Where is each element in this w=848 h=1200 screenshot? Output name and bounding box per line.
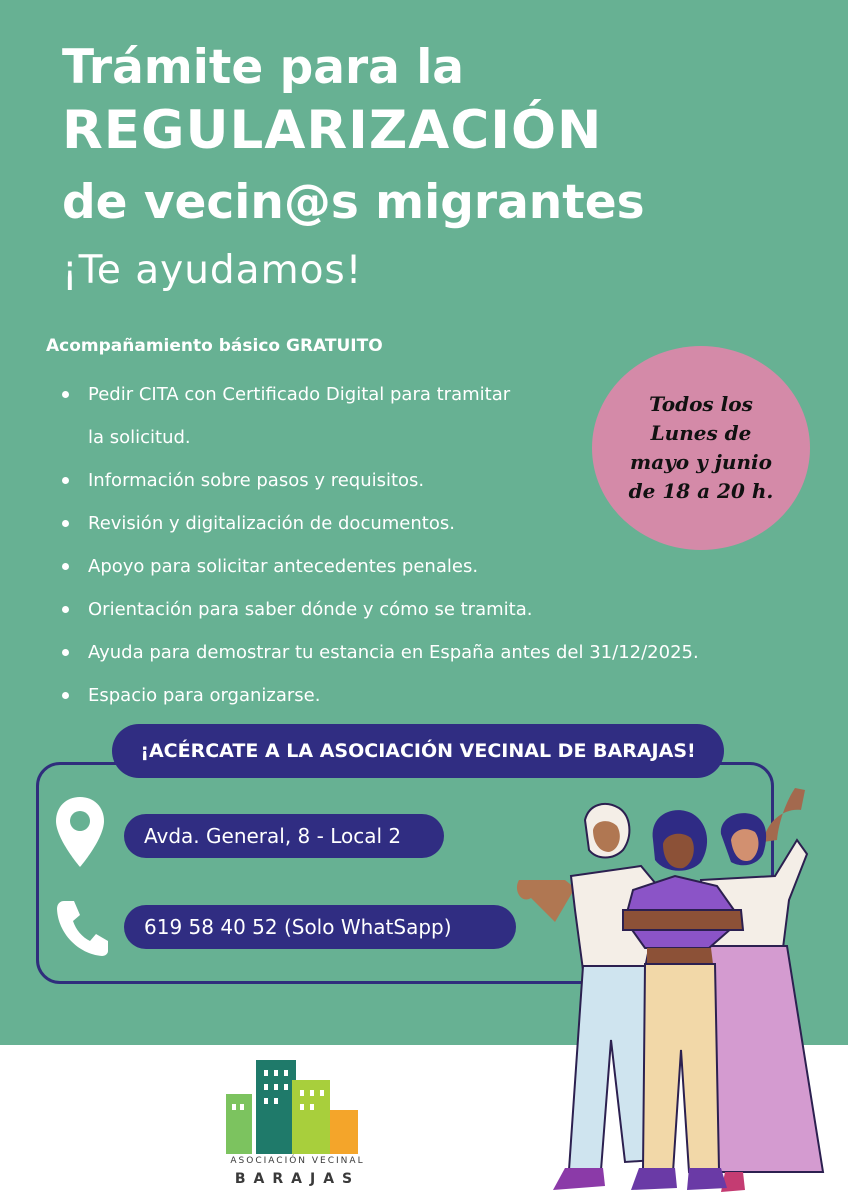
cta-banner: ¡ACÉRCATE A LA ASOCIACIÓN VECINAL DE BARAJAS! bbox=[112, 724, 724, 778]
logo-caption-bottom: BARAJAS bbox=[234, 1171, 361, 1187]
tagline: ¡Te ayudamos! bbox=[62, 248, 363, 293]
phone-icon bbox=[54, 897, 110, 957]
title-line-3: de vecin@s migrantes bbox=[62, 175, 645, 230]
women-group-illustration bbox=[505, 780, 825, 1200]
location-pin-icon bbox=[54, 795, 106, 869]
list-item: Información sobre pasos y requisitos. bbox=[62, 459, 699, 502]
list-item: Ayuda para demostrar tu estancia en España antes del 31/12/2025. bbox=[62, 631, 699, 674]
list-item: Pedir CITA con Certificado Digital para tramitar bbox=[62, 373, 699, 416]
list-item: Orientación para saber dónde y cómo se tramita. bbox=[62, 588, 699, 631]
schedule-badge bbox=[592, 346, 810, 550]
address-pill: Avda. General, 8 - Local 2 bbox=[124, 814, 444, 858]
schedule-text: Todos los Lunes de mayo y junio de 18 a 20 h. bbox=[628, 392, 774, 503]
title-line-2: REGULARIZACIÓN bbox=[62, 100, 603, 161]
logo-caption-top: ASOCIACIÓN VECINAL bbox=[230, 1156, 365, 1166]
list-item: Espacio para organizarse. bbox=[62, 674, 699, 717]
list-item: Apoyo para solicitar antecedentes penales. bbox=[62, 545, 699, 588]
phone-pill: 619 58 40 52 (Solo WhatSapp) bbox=[124, 905, 516, 949]
list-item-continuation: la solicitud. bbox=[88, 427, 191, 448]
services-heading: Acompañamiento básico GRATUITO bbox=[46, 336, 383, 356]
list-item: Revisión y digitalización de documentos. bbox=[62, 502, 699, 545]
title-line-1: Trámite para la bbox=[62, 40, 465, 95]
